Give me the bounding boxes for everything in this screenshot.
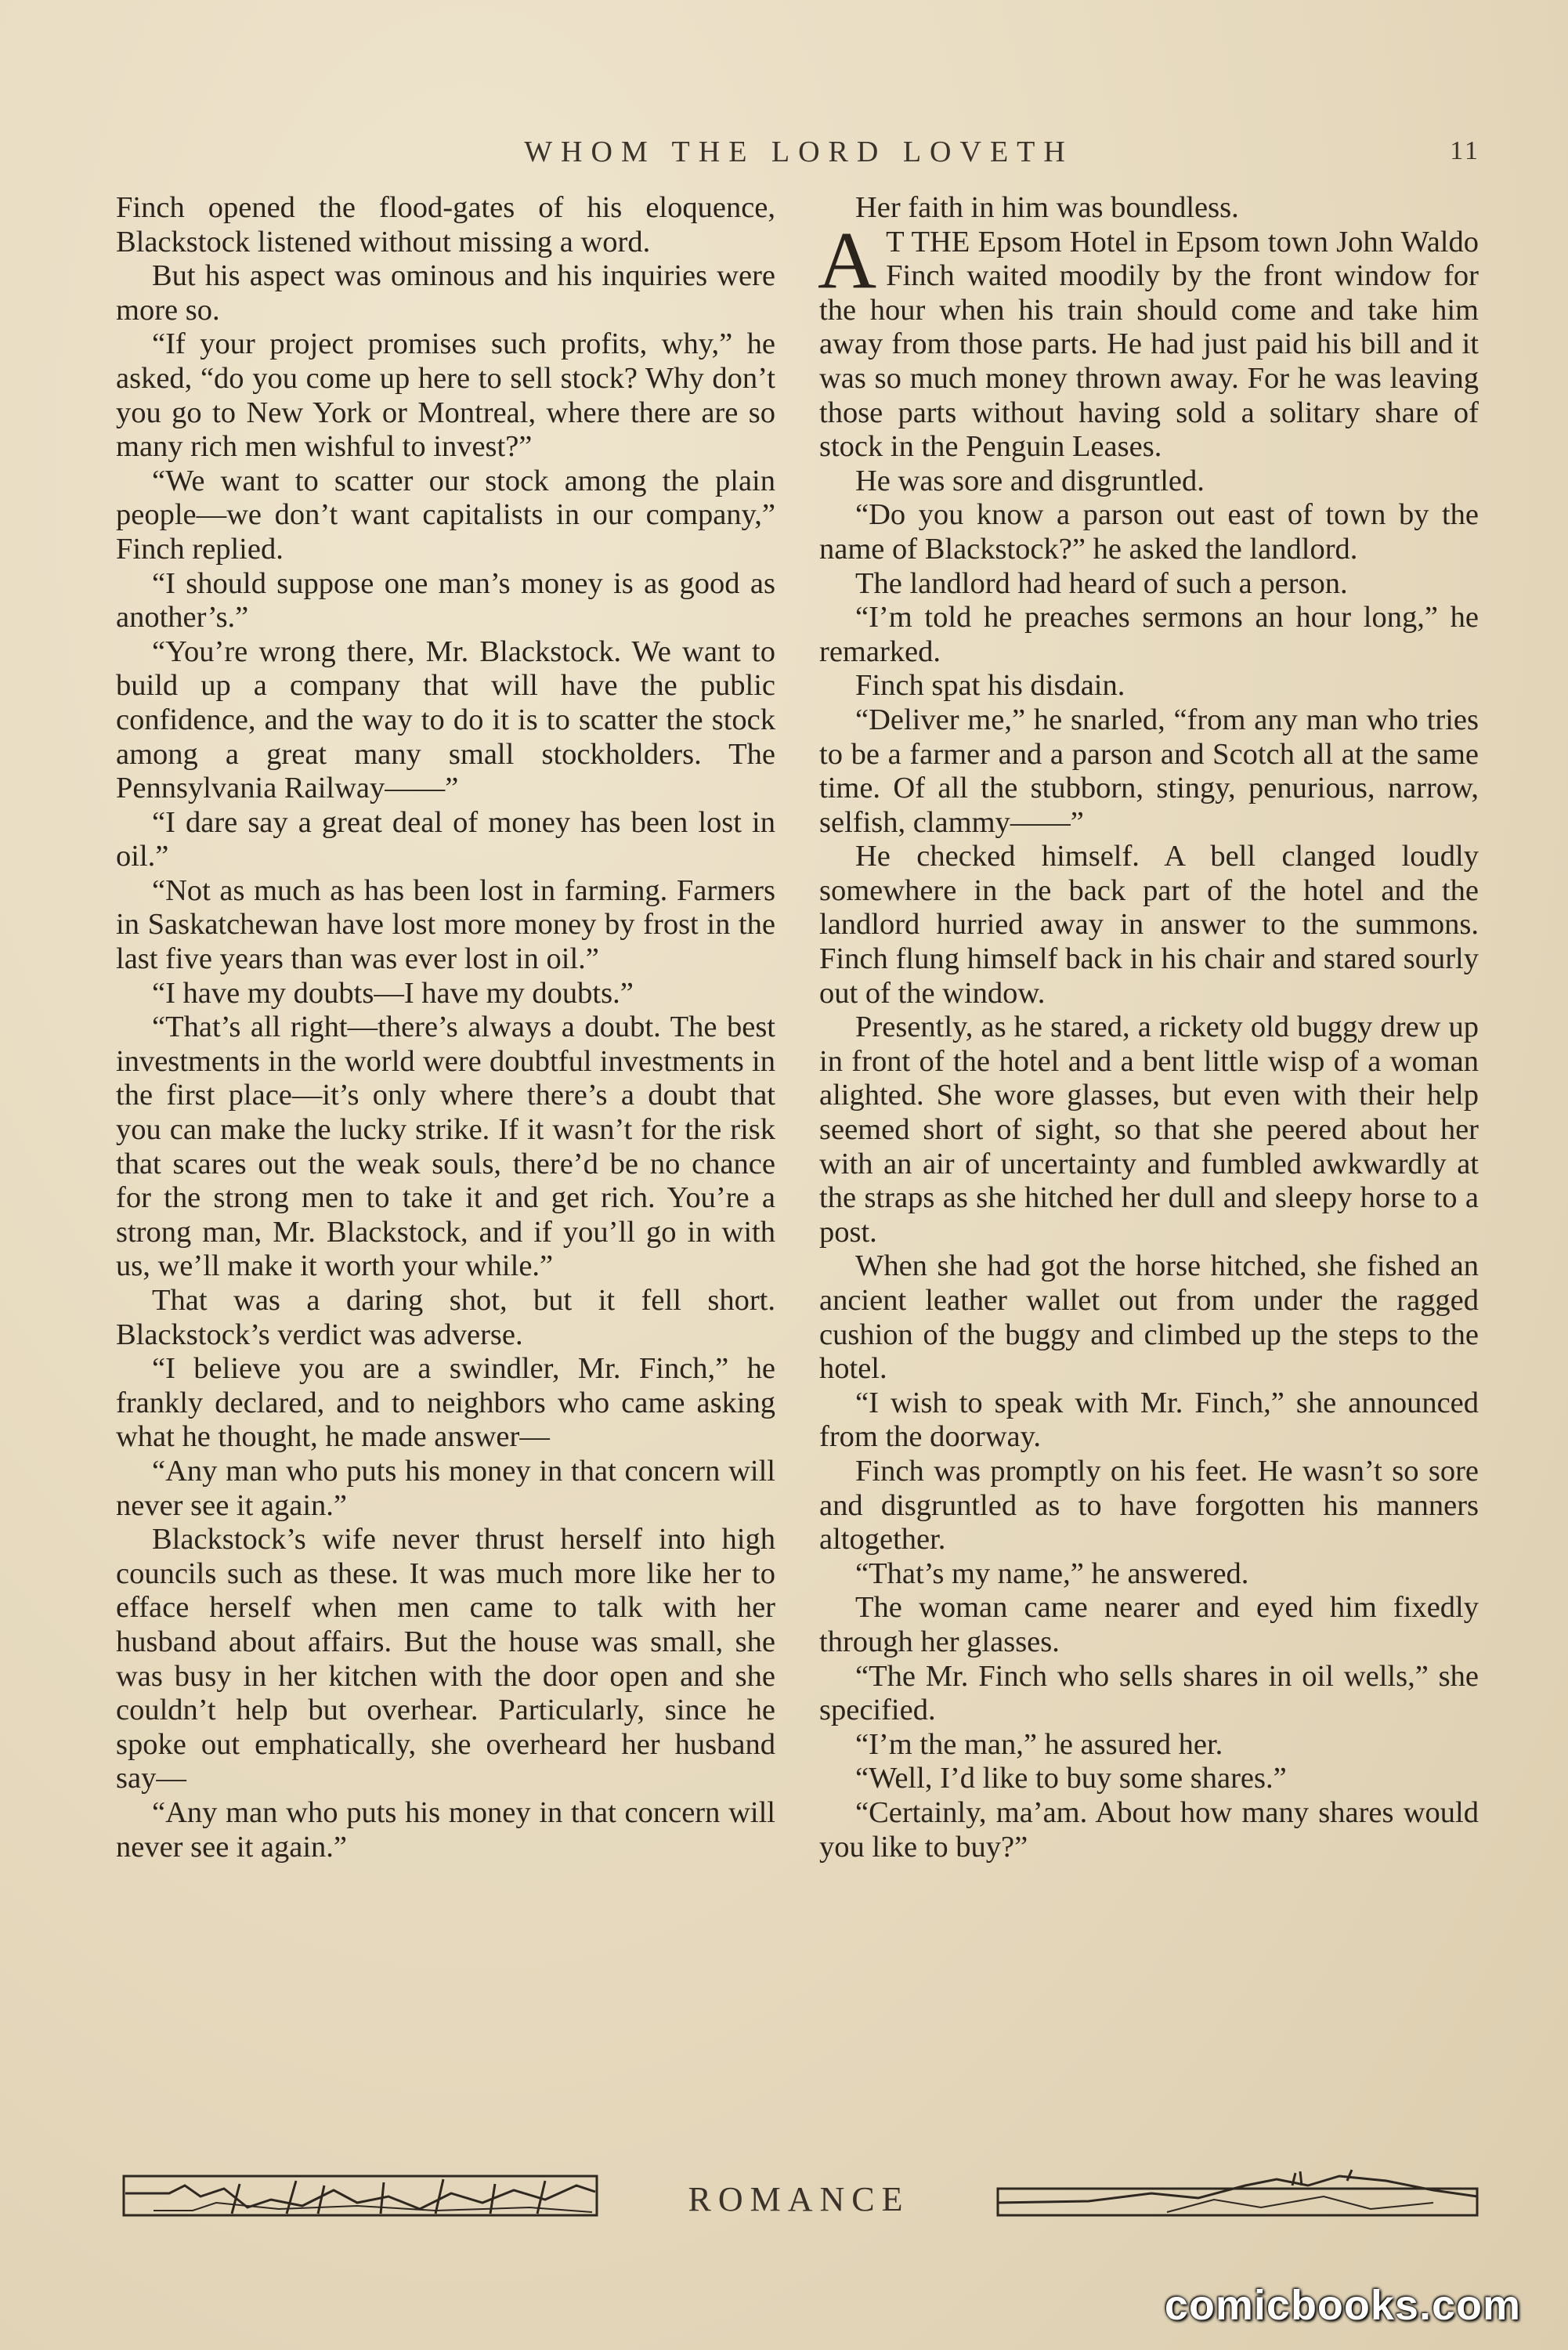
paragraph: The landlord had heard of such a person. — [855, 566, 1348, 600]
paragraph: Finch was promptly on his feet. He wasn’t so sore and disgruntled as to have forgotten his manners altogether. — [819, 1454, 1479, 1556]
paragraph: When she had got the horse hitched, she fished an ancient leather wallet out from under the ragged cushion of the buggy and climbed up the steps to the hotel. — [819, 1249, 1479, 1386]
paragraph: That was a daring shot, but it fell short. Blackstock’s verdict was adverse. — [116, 1284, 775, 1351]
left-column — [116, 191, 775, 1864]
paragraph: “I’m told he preaches sermons an hour long,” he remarked. — [819, 601, 1479, 668]
paragraph: “I believe you are a swindler, Mr. Finch,” he frankly declared, and to neighbors who came asking what he thought, he made answer— — [116, 1352, 775, 1454]
page-number: 11 — [1450, 136, 1480, 165]
paragraph: “The Mr. Finch who sells shares in oil wells,” she specified. — [819, 1659, 1479, 1727]
paragraph: “That’s my name,” he answered. — [855, 1556, 1249, 1590]
running-title: WHOM THE LORD LOVETH — [524, 136, 1074, 168]
paragraph: “I wish to speak with Mr. Finch,” she announced from the doorway. — [819, 1386, 1479, 1454]
paragraph: He checked himself. A bell clanged loudly somewhere in the back part of the hotel and the landlord hurried away in answer to the summons. Finch flung himself back in his chair and stared sourly out of the window. — [819, 840, 1479, 1010]
paragraph: “Certainly, ma’am. About how many shares would you like to buy?” — [819, 1795, 1479, 1864]
watermark: comicbooks.com — [1164, 2282, 1521, 2329]
paragraph: Finch spat his disdain. — [855, 669, 1125, 703]
landscape-ornament-right — [995, 2162, 1480, 2225]
paragraph: “Well, I’d like to buy some shares.” — [855, 1762, 1287, 1795]
drop-cap-text: T THE Epsom Hotel in Epsom town John Waldo Finch waited moodily by the front window for the hour when his train should come and take him away from those parts. He had just paid his bill and it was so much money thrown away. For he was leaving those parts without having sold a solitary share of stock in the Penguin Leases. — [819, 225, 1479, 464]
paragraph: “I should suppose one man’s money is as good as another’s.” — [116, 566, 775, 634]
paragraph: “Any man who puts his money in that concern will never see it again.” — [116, 1795, 775, 1864]
paragraph: “I dare say a great deal of money has been lost in oil.” — [116, 805, 775, 873]
paragraph: Presently, as he stared, a rickety old buggy drew up in front of the hotel and a bent little wisp of a woman alighted. She wore glasses, but even with their help seemed short of sight, so that she peered about her with an air of uncertainty and fumbled awkwardly at the straps as she hitched her dull and sleepy horse to a post. — [819, 1010, 1479, 1249]
paragraph: “Not as much as has been lost in farming. Farmers in Saskatchewan have lost more money by frost in the last five years than was ever lost in oil.” — [116, 873, 775, 976]
magazine-name: ROMANCE — [688, 2180, 910, 2218]
section-opening-paragraph — [818, 215, 1479, 465]
page-header — [117, 135, 1480, 182]
paragraph: “Any man who puts his money in that concern will never see it again.” — [116, 1454, 775, 1522]
paragraph: Finch opened the flood-gates of his eloquence, Blackstock listened without missing a word. — [116, 191, 775, 258]
paragraph: But his aspect was ominous and his inquiries were more so. — [116, 259, 775, 327]
paragraph: Blackstock’s wife never thrust herself into high councils such as these. It was much more like her to efface herself when men came to talk with her husband about affairs. But the house was small, she was busy in her kitchen with the door open and she couldn’t help but overhear. Particularly, since he spoke out emphatically, she overheard her husband say— — [116, 1523, 775, 1795]
opening-line: Her faith in him was boundless. — [855, 191, 1239, 224]
paragraph: “I’m the man,” he assured her. — [855, 1727, 1223, 1761]
paragraph: “You’re wrong there, Mr. Blackstock. We want to build up a company that will have the public confidence, and the way to do it is to scatter the stock among a great many small stockholders. The Pennsylvania Railway——” — [116, 634, 775, 805]
page-footer — [117, 2162, 1480, 2232]
paragraph: “That’s all right—there’s always a doubt. The best investments in the world were doubtful investments in the first place—it’s only where there’s a doubt that you can make the lucky strike. If it wasn’t for the risk that scares out the weak souls, there’d be no chance for the strong men to take it and get rich. You’re a strong man, Mr. Blackstock, and if you’ll go in with us, we’ll make it worth your while.” — [116, 1010, 775, 1283]
paragraph: “Deliver me,” he snarled, “from any man who tries to be a farmer and a parson and Scotch all at the same time. Of all the stubborn, stingy, penurious, narrow, selfish, clammy——” — [819, 703, 1479, 839]
paragraph: “We want to scatter our stock among the plain people—we don’t want capitalists in our company,” Finch replied. — [116, 464, 775, 566]
paragraph: “Do you know a parson out east of town by the name of Blackstock?” he asked the landlord. — [819, 498, 1479, 566]
drop-cap: A — [818, 215, 877, 306]
paragraph: The woman came nearer and eyed him fixedly through her glasses. — [819, 1591, 1479, 1658]
right-column — [819, 191, 1479, 1864]
paragraph: “If your project promises such profits, why,” he asked, “do you come up here to sell stock? Why don’t you go to New York or Montreal, where there are so many rich men wishful to invest?” — [116, 327, 775, 464]
paragraph: He was sore and disgruntled. — [855, 464, 1205, 497]
paragraph: “I have my doubts—I have my doubts.” — [152, 976, 634, 1010]
